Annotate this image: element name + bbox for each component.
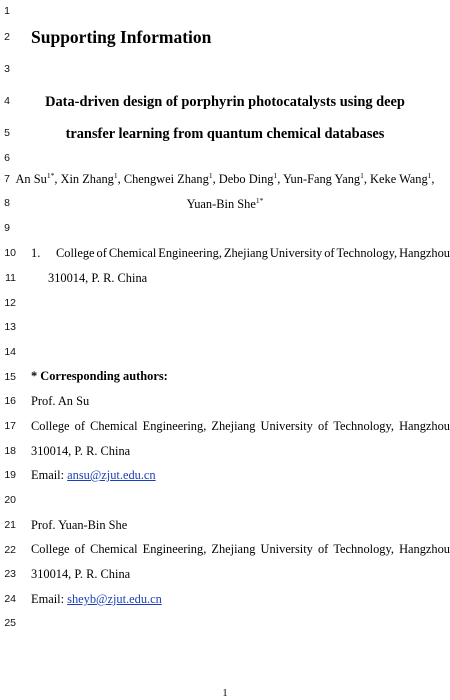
author-name: Yun-Fang Yang [282,172,361,186]
affiliation-number: 1. [31,246,41,260]
author: Yun-Fang Yang$^1$, [282,171,371,186]
author-name: Xin Zhang [60,172,114,186]
line-number: 15 [4,371,16,383]
author-name: Yuan-Bin She [186,197,256,211]
affiliation-line-1 [31,246,450,261]
word: Zhejiang [223,246,268,260]
author: Debo Ding$^1$, [218,171,283,186]
word: of [74,542,85,556]
word: of [324,246,335,260]
email-label: Email: [31,468,68,482]
email-label: Email: [31,592,68,606]
line-number: 8 [4,197,10,209]
line-number: 22 [4,544,16,556]
line-number: 14 [4,346,16,358]
word: Technology, [333,419,394,433]
author-list-line-1 [0,172,450,187]
author: An $Su^{1*}$, [15,171,61,186]
line-number: 4 [4,95,10,107]
word: of [317,542,329,556]
line-number: 10 [4,247,16,259]
author-affiliation-marker: 1 [113,171,118,180]
line-number: 6 [4,152,10,164]
line-number: 20 [4,494,16,506]
author-name: Chengwei Zhang [123,172,209,186]
line-number: 9 [4,222,10,234]
word: Engineering, [158,246,222,260]
word: Engineering, [142,419,207,433]
corresponding-label: * Corresponding authors: [31,369,168,383]
author [187,197,264,211]
line-number: 23 [4,568,16,580]
corresponding-author-1-address-line-2: 310014, P. R. China [31,444,131,458]
paper-title-line-1: Data-driven design of porphyrin photocatalysts using deep [45,94,405,110]
word: of [96,246,107,260]
line-number: 1 [4,5,10,17]
line-number: 3 [4,63,10,75]
word: Chemical [90,419,138,433]
author: Keke Wang$^1$, [370,171,435,186]
word: University [269,246,323,260]
page-number: 1 [222,688,228,699]
corresponding-author-2-address [31,542,450,557]
word: Hangzhou [399,246,450,260]
word: Technology, [336,246,398,260]
word: Zhejiang [211,542,256,556]
author-name: Keke Wang [370,172,428,186]
author-affiliation-marker: 1* [46,171,55,180]
word: College [56,246,95,260]
line-number: 16 [4,395,16,407]
author-affiliation-marker: 1 [360,171,364,180]
author-list-line-2 [0,197,450,212]
author: Xin Zhang$^1$, [60,171,124,186]
word: Hangzhou [399,542,450,556]
word: University [260,419,313,433]
author-affiliation-marker: 1* [255,196,264,205]
word: College [31,542,70,556]
email-link-sheyb[interactable]: sheyb@zjut.edu.cn [67,592,162,606]
affiliation-line-2: 310014, P. R. China [48,271,148,285]
corresponding-author-1-name: Prof. An Su [31,394,90,408]
page-heading: Supporting Information [31,27,212,47]
line-number: 7 [4,173,10,185]
line-number: 11 [5,272,16,284]
corresponding-author-2-email-row [31,592,162,607]
word: Technology, [333,542,394,556]
line-number: 18 [4,445,16,457]
line-number: 13 [4,321,16,333]
word: Chemical [90,542,138,556]
line-number: 24 [4,593,16,605]
author-affiliation-marker: 1 [273,171,278,180]
word: University [260,542,313,556]
author-name: An Su [15,172,47,186]
line-number: 17 [4,420,16,432]
line-number: 19 [4,469,16,481]
corresponding-author-1-email-row [31,468,156,483]
paper-title-line-2: transfer learning from quantum chemical databases [65,126,385,142]
author-affiliation-marker: 1 [427,171,432,180]
author: Chengwei Zhang$^1$, [123,171,219,186]
line-number: 2 [4,31,10,43]
author-affiliation-marker: 1 [208,171,213,180]
word: of [317,419,329,433]
word: Engineering, [142,542,207,556]
line-number: 5 [4,127,10,139]
word: College [31,419,70,433]
corresponding-author-2-address-line-2: 310014, P. R. China [31,567,131,581]
word: of [74,419,85,433]
affiliation-text [56,246,450,261]
corresponding-author-2-name: Prof. Yuan-Bin She [31,518,128,532]
line-number: 21 [4,519,16,531]
corresponding-author-1-address [31,419,450,434]
line-number: 25 [4,617,16,629]
word: Chemical [108,246,157,260]
word: Zhejiang [211,419,256,433]
email-link-ansu[interactable]: ansu@zjut.edu.cn [67,468,156,482]
line-number: 12 [4,297,16,309]
word: Hangzhou [399,419,450,433]
author-name: Debo Ding [218,172,274,186]
